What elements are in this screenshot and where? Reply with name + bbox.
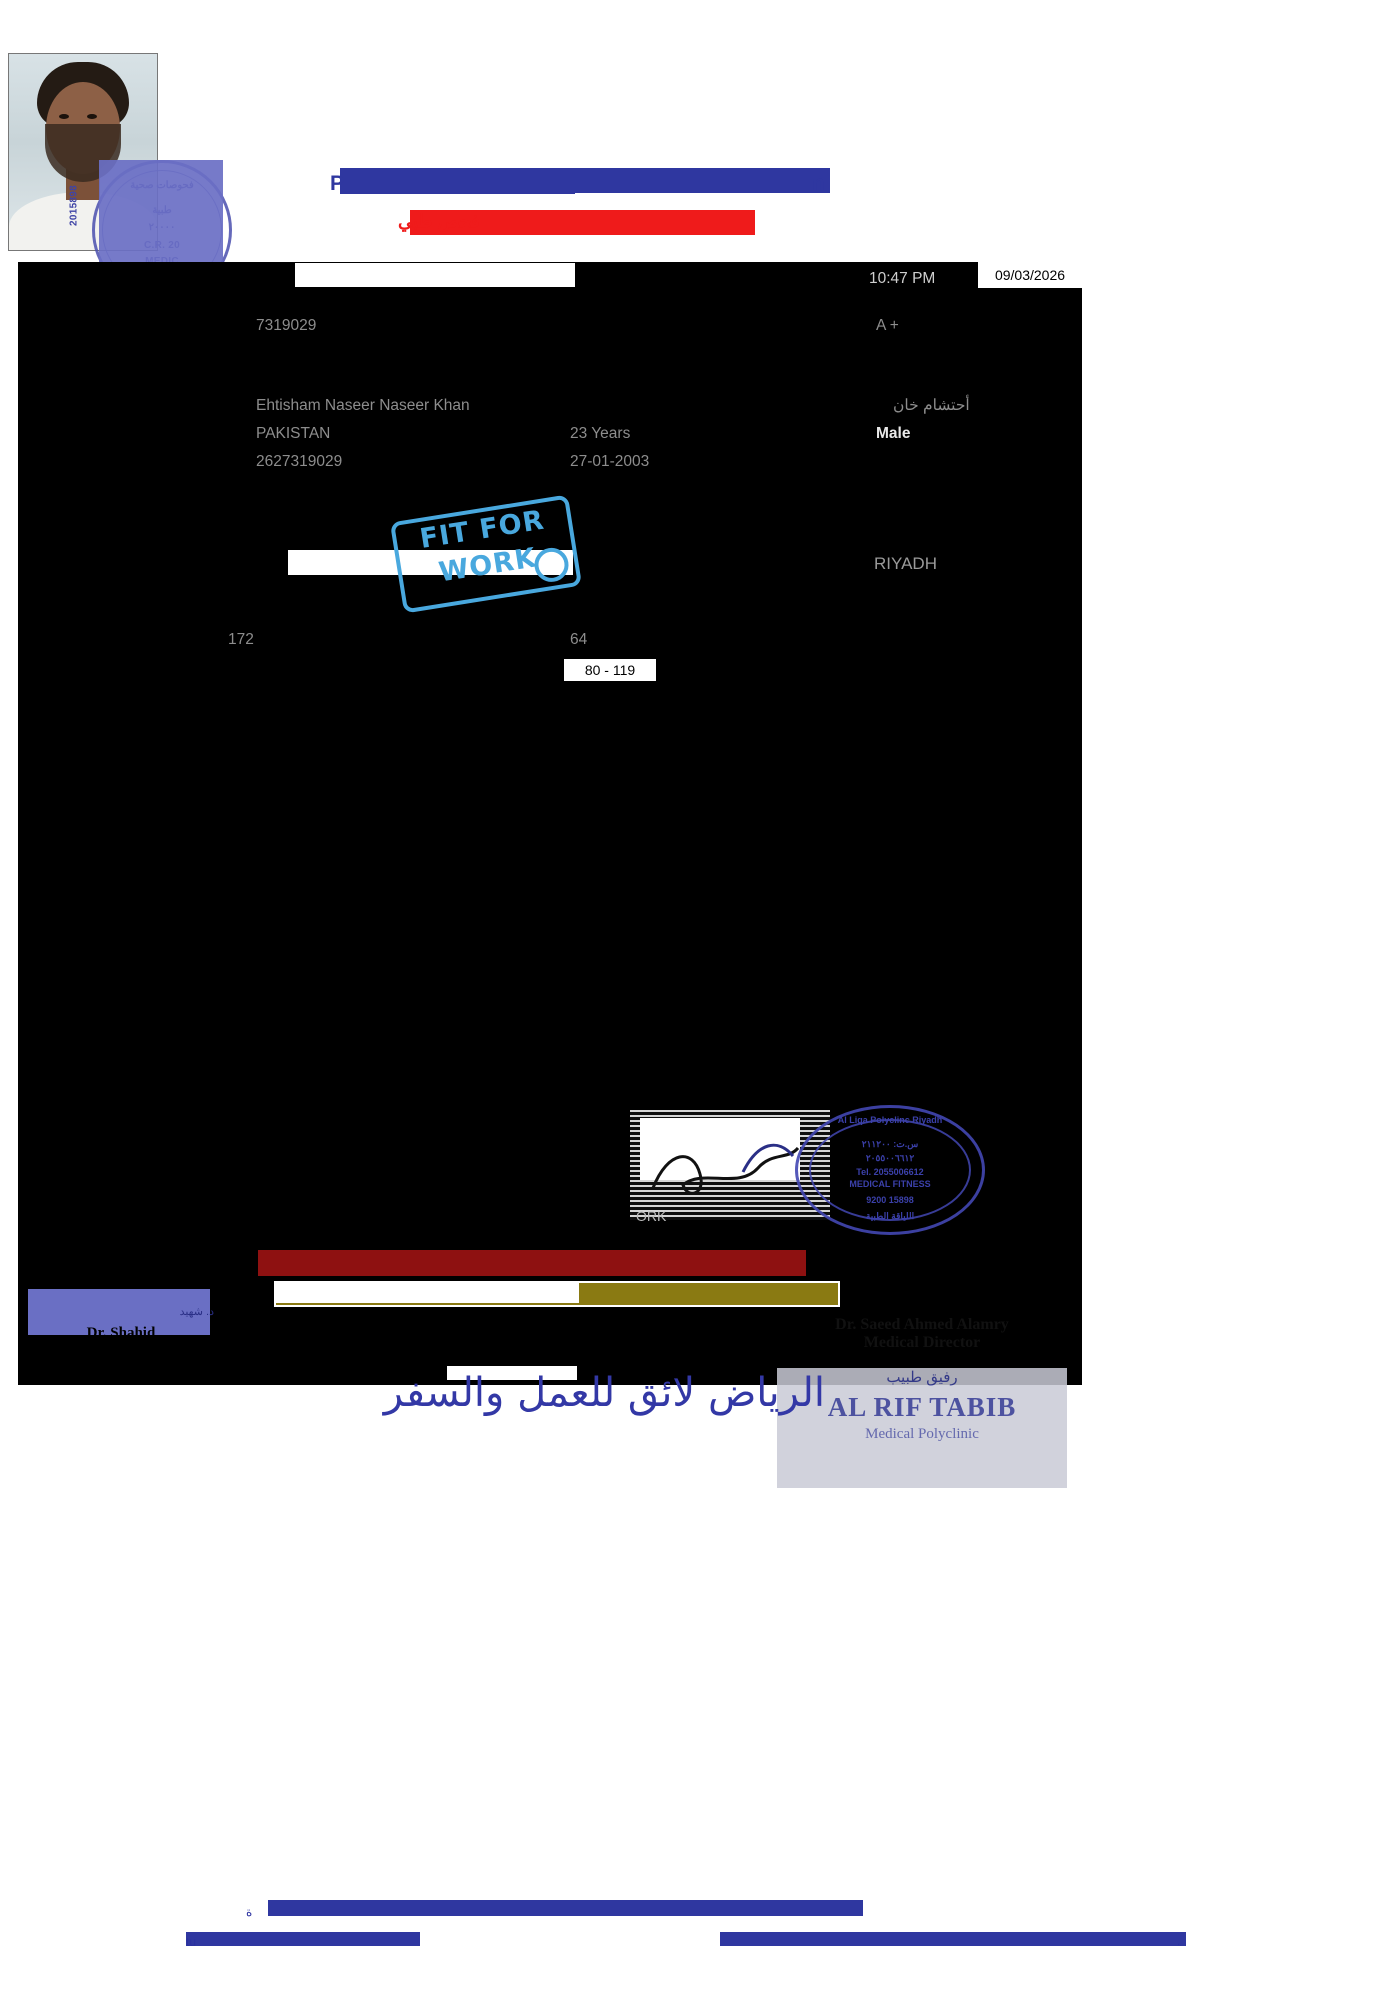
- clinic-brand-name: AL RIF TABIB: [827, 1392, 1017, 1422]
- doctor-left-name-en: Dr. Shahid: [86, 1325, 156, 1341]
- oval-line-1: Al Liqa Polyclinc Riyadh: [837, 1115, 943, 1125]
- footer-redaction-maroon: [258, 1250, 806, 1276]
- medical-director-name: Dr. Saeed Ahmed Alamry: [835, 1316, 1009, 1333]
- height-value: 172: [228, 631, 254, 648]
- stamp-line-6: 2015898: [68, 184, 80, 227]
- fit-stamp-line-2: WORK: [436, 542, 539, 589]
- age: 23 Years: [570, 425, 631, 442]
- oval-line-5: Tel. 2055006612: [856, 1167, 924, 1177]
- fit-stamp-line-1: FIT FOR: [417, 504, 547, 555]
- nationality: PAKISTAN: [256, 425, 331, 442]
- file-number: 7319029: [256, 317, 317, 334]
- oval-line-4: س.ت: ٢١١٢٠٠: [861, 1139, 919, 1149]
- footer-text-2: tu: [186, 1935, 197, 1949]
- footer-text-1: ة: [246, 1905, 253, 1919]
- footer-text-end: .: [1177, 1934, 1181, 1948]
- title-redaction-blue: [340, 168, 830, 194]
- medical-director-block: [777, 1316, 1067, 1364]
- weight-value: 64: [570, 631, 588, 648]
- id-number: 2627319029: [256, 453, 343, 470]
- clinic-brand-sub: Medical Polyclinic: [865, 1426, 979, 1442]
- bp-range: 80 - 119: [564, 659, 656, 681]
- field-blank-top: [295, 263, 575, 287]
- arabic-title-tail: فحص طبي: [398, 211, 481, 231]
- gender: Male: [876, 425, 911, 442]
- footer-gap: [420, 1932, 720, 1946]
- blood-group: A +: [876, 317, 899, 334]
- footer-bar-1: [268, 1900, 863, 1916]
- exam-date: 09/03/2026: [978, 262, 1082, 288]
- medical-director-title: Medical Director: [863, 1334, 981, 1351]
- page-title-head: P: [330, 172, 345, 195]
- clinic-oval-stamp: [795, 1105, 985, 1235]
- date-of-birth: 27-01-2003: [570, 453, 650, 470]
- footer-redaction-white: [274, 1281, 579, 1303]
- doctor-left-name-ar: د. شهيد: [179, 1306, 214, 1318]
- exam-time: 10:47 PM: [869, 270, 936, 287]
- page-title-tail: n: [812, 172, 825, 195]
- patient-name-ar: أحتشام خان: [893, 397, 970, 414]
- patient-name-en: Ehtisham Naseer Naseer Khan: [256, 397, 470, 414]
- oval-line-3: ٢٠٥٥٠٠٦٦١٢: [865, 1153, 915, 1163]
- oval-line-6: 9200 15898: [866, 1195, 914, 1205]
- clinic-brand-ar: رفيق طبيب: [886, 1369, 958, 1386]
- city: RIYADH: [874, 554, 937, 573]
- handwritten-arabic-note: الرياض لائق للعمل والسفر: [383, 1370, 825, 1416]
- photo-eye-left: [59, 114, 69, 119]
- photo-eye-right: [87, 114, 97, 119]
- oval-line-8: اللياقة الطبية: [865, 1211, 915, 1221]
- work-label: ORK: [636, 1208, 667, 1224]
- oval-line-7: MEDICAL FITNESS: [849, 1179, 931, 1189]
